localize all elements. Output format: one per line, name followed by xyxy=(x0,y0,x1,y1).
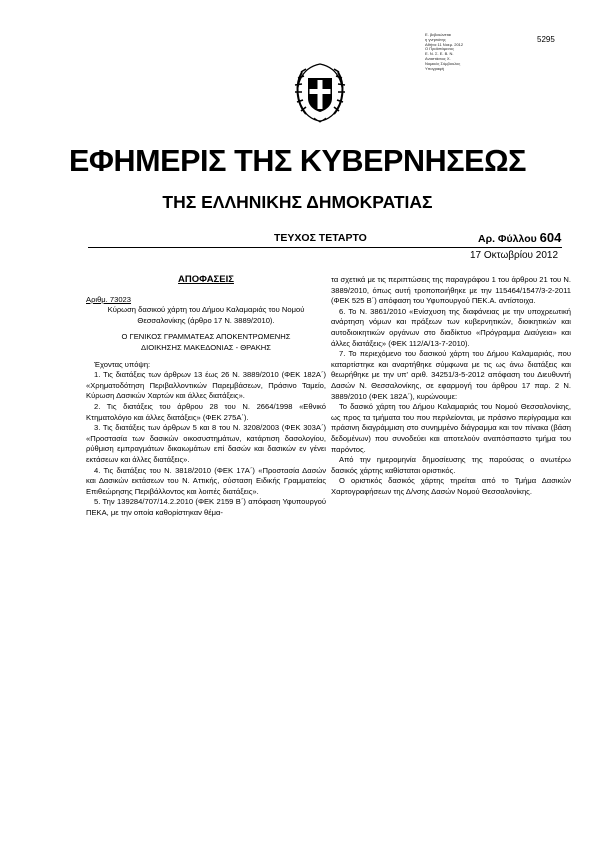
decision-subject: Κύρωση δασικού χάρτη του Δήμου Καλαμαριάς του Νομού Θεσσαλονίκης (άρθρο 17 Ν. 3889/2010). xyxy=(107,305,305,325)
paragraph: Ο οριστικός δασικός χάρτης τηρείται από το Τμήμα Δασικών Χαρτογραφήσεων της Δ/νσης Δασών Νομού Θεσσαλονίκης. xyxy=(331,476,571,496)
paragraph: 4. Τις διατάξεις του Ν. 3818/2010 (ΦΕΚ 17Α΄) «Προστασία Δασών και Δασικών εκτάσεων του Ν. Αττικής, σύσταση Ειδικής Γραμματείας Επιθεώρησης Περιβάλλοντος και λοιπές διατάξεις». xyxy=(86,465,326,496)
decision-number: Αριθμ. 73023 xyxy=(86,294,132,304)
stamp-line: Ο Προϊστάμενος xyxy=(425,46,455,52)
sheet-label: Αρ. Φύλλου xyxy=(478,233,537,245)
left-column xyxy=(86,275,326,518)
stamp-line: Αναστάσιος Χ. xyxy=(425,55,451,61)
paragraph: Το δασικό χάρτη του Δήμου Καλαμαριάς του Νομού Θεσσαλονίκης, ως προς τα τμήματα του που περιλείονται, με πράσινο περίγραμμα και πράσινη διαγράμμιση στο συνημμένο διάγραμμα και τον πίνακα (βάση δεδομένων) που συνοδεύει και αποτελούν αναπόσπαστο τμήμα του παρόντος. xyxy=(331,402,571,454)
issue-label: ΤΕΥΧΟΣ ΤΕΤΑΡΤΟ xyxy=(274,232,367,244)
issue-date: 17 Οκτωβρίου 2012 xyxy=(470,250,559,261)
paragraph: 5. Την 139284/707/14.2.2010 (ΦΕΚ 2159 Β΄) απόφαση Υφυπουργού ΠΕΚΑ, με την οποία καθορίστηκαν θέμα- xyxy=(86,497,326,517)
paragraph: 1. Τις διατάξεις των άρθρων 13 έως 26 Ν. 3889/2010 (ΦΕΚ 182Α΄) «Χρηματοδότηση Περιβαλλοντικών Παρεμβάσεων, Πράσινο Ταμείο, Κύρωση Δασικών Χαρτών και άλλες διατάξεις». xyxy=(86,370,326,401)
gazette-title: ΕΦΗΜΕΡΙΣ ΤΗΣ ΚΥΒΕΡΝΗΣΕΩΣ xyxy=(68,144,527,178)
stamp-line: Νομικός Σύμβουλος xyxy=(425,60,461,66)
stamp-line: η γνησιότης xyxy=(425,36,446,42)
authority-line: ΔΙΟΙΚΗΣΗΣ ΜΑΚΕΔΟΝΙΑΣ - ΘΡΑΚΗΣ xyxy=(141,342,271,352)
coat-of-arms-icon xyxy=(290,60,350,124)
having-regard: Έχοντας υπόψη: xyxy=(94,359,151,369)
header-divider xyxy=(88,247,562,248)
paragraph: 6. Το Ν. 3861/2010 «Ενίσχυση της διαφάνειας με την υποχρεωτική ανάρτηση νόμων και πράξεων των κυβερνητικών, διοικητικών και αυτοδιοικητικών οργάνων στο διαδίκτυο «Πρόγραμμα Διαύγεια» και άλλες διατάξεις» (ΦΕΚ 112/Α/13-7-2010). xyxy=(331,306,571,348)
authority-line: Ο ΓΕΝΙΚΟΣ ΓΡΑΜΜΑΤΕΑΣ ΑΠΟΚΕΝΤΡΩΜΕΝΗΣ xyxy=(121,332,291,342)
paragraph: Από την ημερομηνία δημοσίευσης της παρούσας ο ανωτέρω δασικός χάρτης καθίσταται οριστικός. xyxy=(331,455,571,475)
paragraph: 2. Τις διατάξεις του άρθρου 28 του Ν. 2664/1998 «Εθνικό Κτηματολόγιο και άλλες διατάξεις» (ΦΕΚ 275Α΄). xyxy=(86,401,326,422)
right-column xyxy=(331,275,571,497)
gazette-subtitle: ΤΗΣ ΕΛΛΗΝΙΚΗΣ ΔΗΜΟΚΡΑΤΙΑΣ xyxy=(162,192,433,212)
stamp-line: Υπογραφή xyxy=(425,65,445,71)
paragraph: 3. Τις διατάξεις των άρθρων 5 και 8 του Ν. 3208/2003 (ΦΕΚ 303Α΄) «Προστασία των δασικών οικοσυστημάτων, κατάρτιση δασολογίου, ρύθμιση εμπραγμάτων δικαιωμάτων επί δασών και δασικών εν γένει εκτάσεων και άλλες διατάξεις». xyxy=(86,423,326,464)
section-heading: ΑΠΟΦΑΣΕΙΣ xyxy=(178,274,234,285)
paragraph: 7. Το περιεχόμενο του δασικού χάρτη του Δήμου Καλαμαριάς, που καταρτίστηκε και αναρτήθηκε σύμφωνα με τις ως άνω διατάξεις και θεωρήθηκε με την υπ' αριθ. 34251/3-5-2012 απόφαση του Διευθυντή Δασών Ν. Θεσσαλονίκης, σε εφαρμογή του άρθρου 17 παρ. 2 Ν. 3889/2010 (ΦΕΚ 182Α΄), κυρώνουμε: xyxy=(331,349,571,401)
stamp-line: Αθήνα 11 Νοεμ. 2012 xyxy=(425,41,464,47)
sheet-number-value: 604 xyxy=(539,230,562,245)
certification-stamp xyxy=(425,33,495,71)
sheet-number xyxy=(478,230,561,245)
paragraph: τα σχετικά με τις περιπτώσεις της παραγράφου 1 του άρθρου 21 του Ν. 3889/2010, όπως αυτή τροποποιήθηκε με την 115464/1547/3-2-2011 (ΦΕΚ 525 Β΄) απόφαση του Υφυπουργού ΠΕΚ.Α. αντίστοιχα. xyxy=(331,275,571,306)
stamp-line: Ε. Ν. Σ. Ε. Β. Ν. xyxy=(425,51,454,57)
page-number: 5295 xyxy=(537,35,555,44)
stamp-line: Ε. βεβαιώνεται xyxy=(425,32,452,37)
